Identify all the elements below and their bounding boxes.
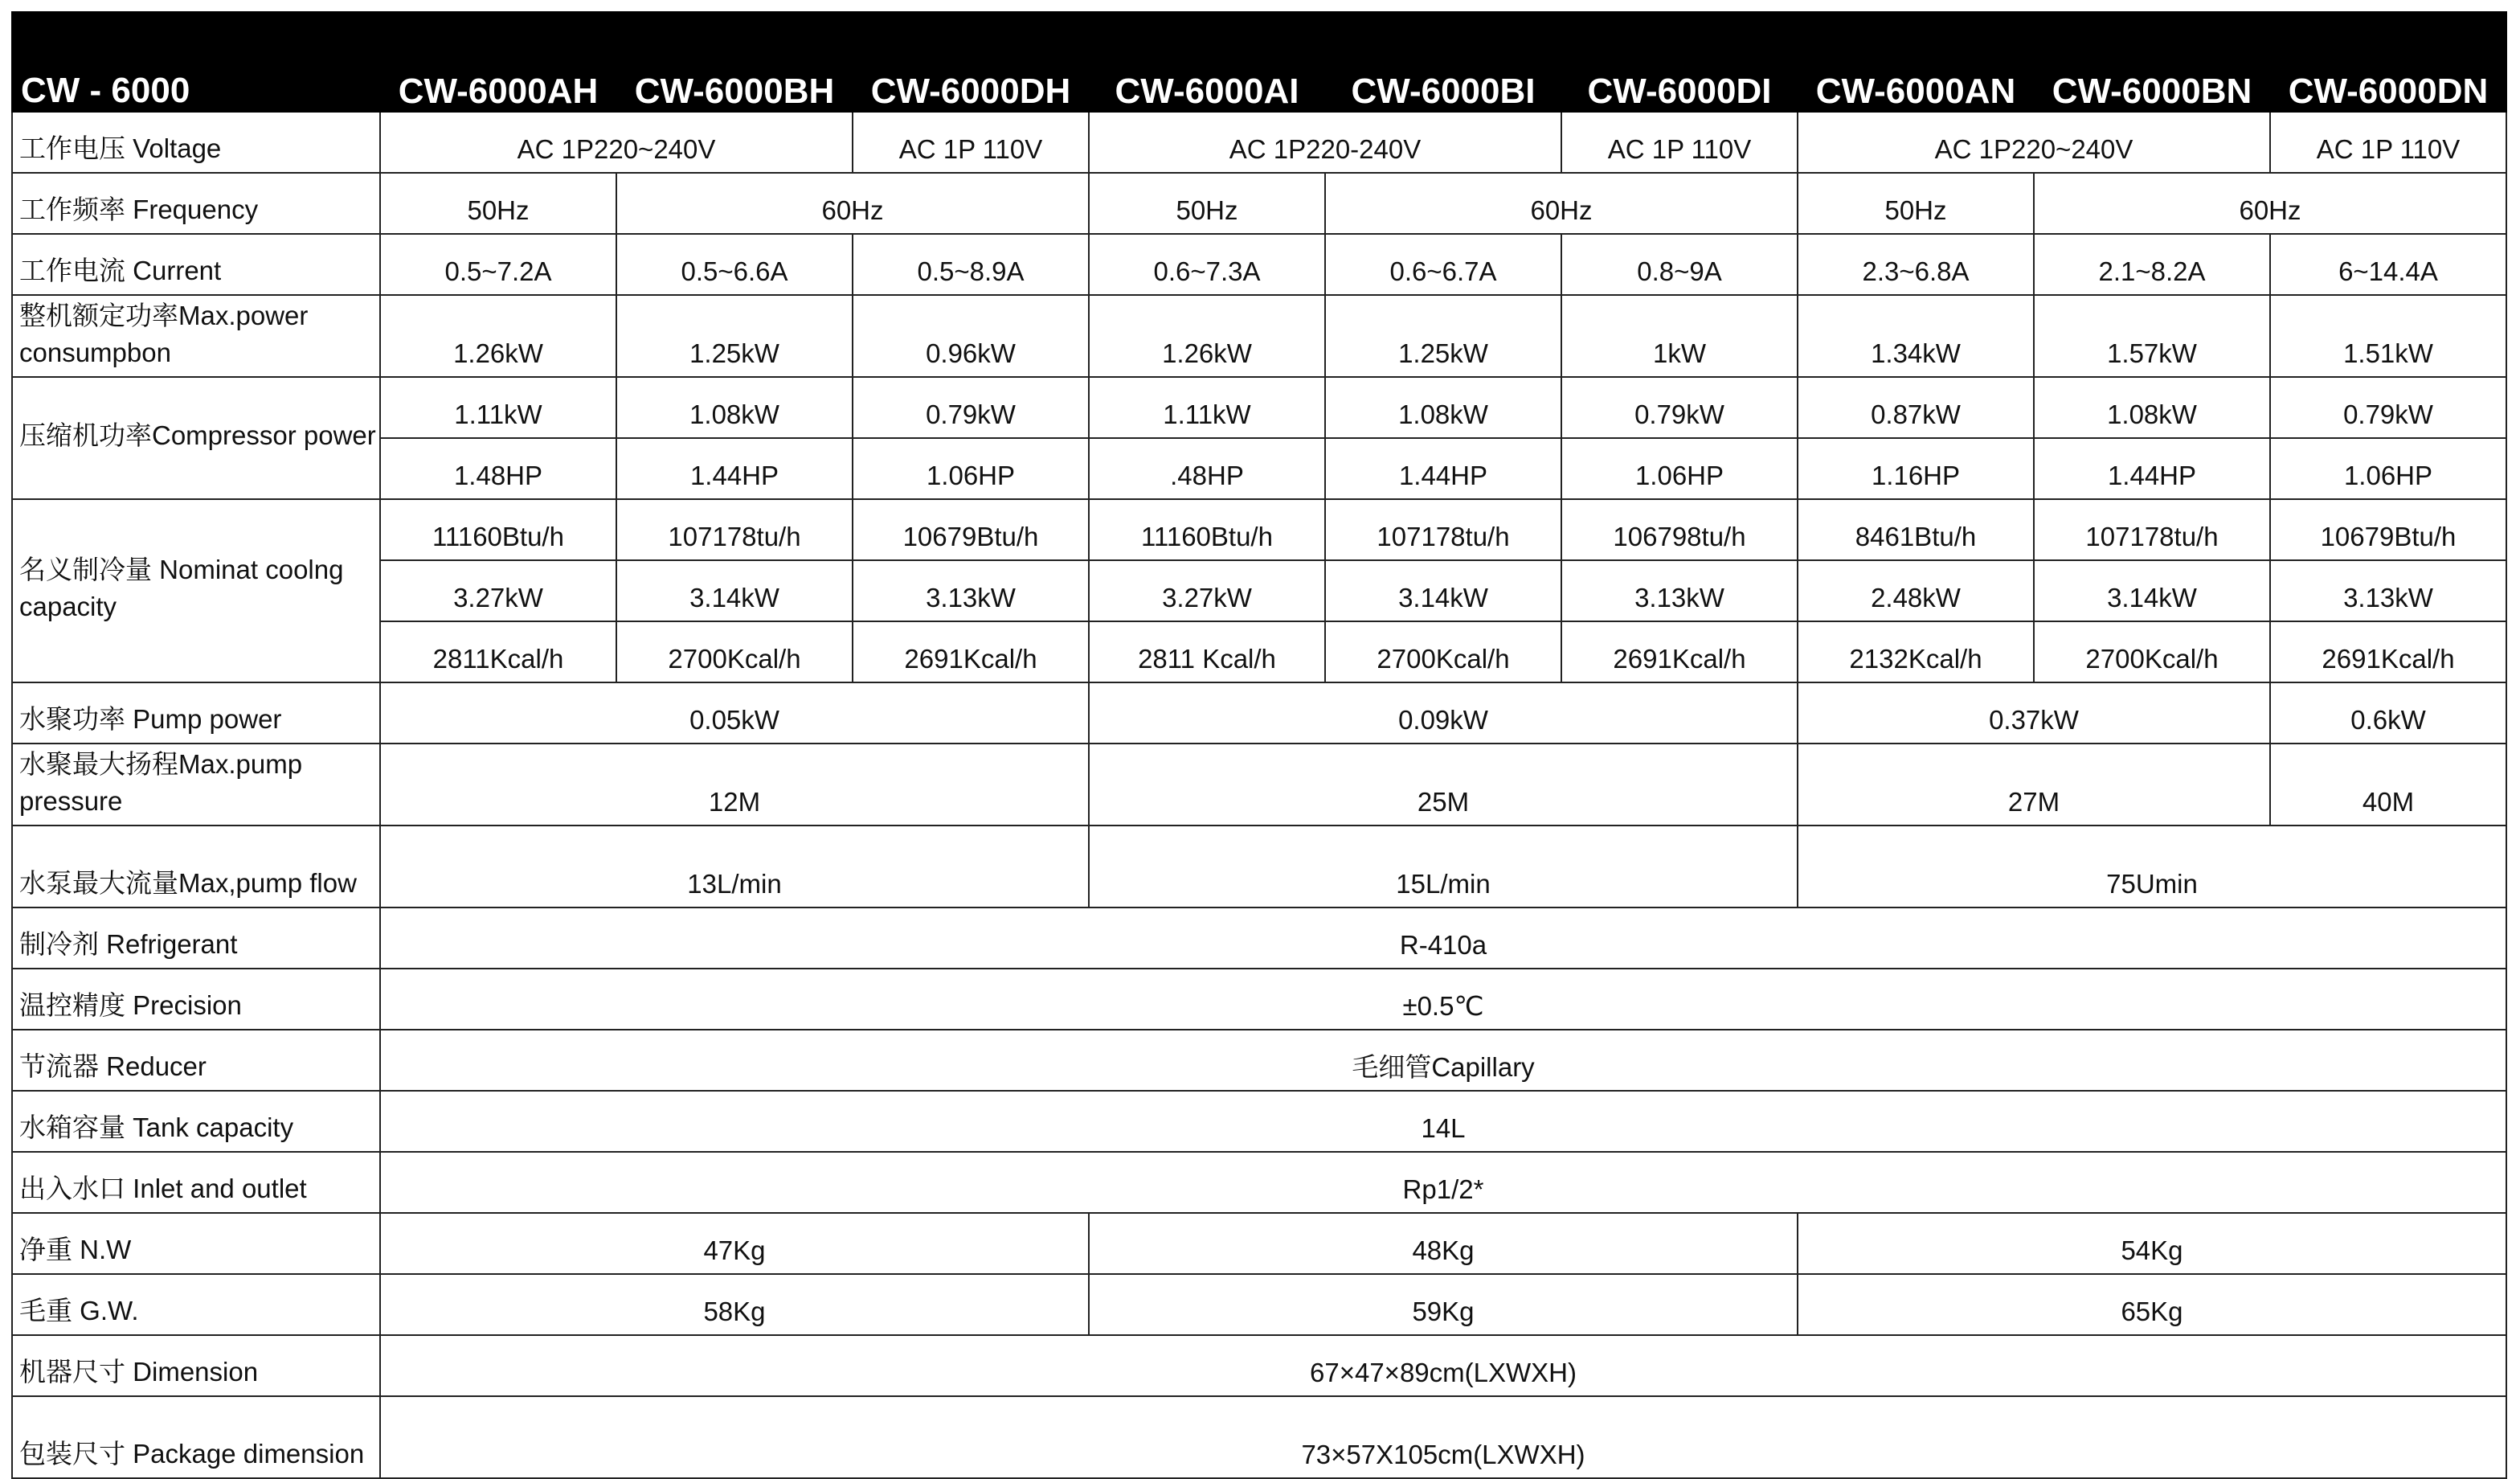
table-cell: 2700Kcal/h: [1325, 621, 1561, 682]
table-cell: 60Hz: [1325, 173, 1798, 234]
table-cell: 10679Btu/h: [2270, 499, 2506, 560]
model-header: CW-6000AH: [380, 12, 616, 112]
row-label: 压缩机功率Compressor power: [12, 377, 380, 499]
table-cell: 2700Kcal/h: [616, 621, 853, 682]
table-cell: 11160Btu/h: [380, 499, 616, 560]
row-label: 包装尺寸 Package dimension: [12, 1396, 380, 1478]
model-header: CW-6000DN: [2270, 12, 2506, 112]
table-cell: 0.09kW: [1089, 682, 1798, 744]
table-cell: R-410a: [380, 907, 2506, 969]
table-cell: 58Kg: [380, 1274, 1089, 1335]
table-cell: 1.26kW: [1089, 295, 1325, 377]
table-cell: 毛细管Capillary: [380, 1030, 2506, 1091]
cooling-btu-row: [12, 499, 2506, 560]
row-label: 名义制冷量 Nominat coolng capacity: [12, 499, 380, 682]
table-cell: 1.11kW: [380, 377, 616, 438]
table-cell: 3.14kW: [616, 560, 853, 621]
table-cell: 65Kg: [1798, 1274, 2506, 1335]
package-row: [12, 1396, 2506, 1478]
table-cell: 1.51kW: [2270, 295, 2506, 377]
table-cell: ±0.5℃: [380, 969, 2506, 1030]
table-cell: 1.06HP: [2270, 438, 2506, 499]
pump-power-row: [12, 682, 2506, 744]
row-label: 工作电压 Voltage: [12, 112, 380, 173]
table-cell: 40M: [2270, 744, 2506, 826]
row-label: 温控精度 Precision: [12, 969, 380, 1030]
table-cell: 2700Kcal/h: [2034, 621, 2270, 682]
pump-flow-row: [12, 826, 2506, 907]
net-weight-row: [12, 1213, 2506, 1274]
cooling-kw-row: [12, 560, 2506, 621]
table-cell: 50Hz: [380, 173, 616, 234]
table-cell: 2691Kcal/h: [2270, 621, 2506, 682]
table-cell: 0.6kW: [2270, 682, 2506, 744]
row-label: 水聚最大扬程Max.pump pressure: [12, 744, 380, 826]
table-cell: 0.05kW: [380, 682, 1089, 744]
compressor-kw-row: [12, 377, 2506, 438]
table-cell: 0.96kW: [853, 295, 1089, 377]
table-cell: 48Kg: [1089, 1213, 1798, 1274]
table-cell: 2.48kW: [1798, 560, 2034, 621]
table-cell: 67×47×89cm(LXWXH): [380, 1335, 2506, 1396]
table-cell: 107178tu/h: [2034, 499, 2270, 560]
table-cell: 60Hz: [616, 173, 1089, 234]
table-cell: Rp1/2*: [380, 1152, 2506, 1213]
table-cell: 47Kg: [380, 1213, 1089, 1274]
model-header: CW-6000AN: [1798, 12, 2034, 112]
row-label: 机器尺寸 Dimension: [12, 1335, 380, 1396]
tank-row: [12, 1091, 2506, 1152]
spec-sheet: [11, 11, 2507, 1479]
row-label: 制冷剂 Refrigerant: [12, 907, 380, 969]
table-cell: 0.79kW: [853, 377, 1089, 438]
table-cell: 1.06HP: [853, 438, 1089, 499]
table-cell: 3.13kW: [853, 560, 1089, 621]
table-cell: 3.27kW: [1089, 560, 1325, 621]
table-cell: 2132Kcal/h: [1798, 621, 2034, 682]
spec-table: [11, 11, 2507, 1479]
table-cell: AC 1P 110V: [1561, 112, 1798, 173]
table-cell: 1.44HP: [2034, 438, 2270, 499]
compressor-hp-row: [12, 438, 2506, 499]
table-cell: 1.44HP: [616, 438, 853, 499]
table-cell: 0.79kW: [2270, 377, 2506, 438]
table-cell: 3.14kW: [1325, 560, 1561, 621]
row-label: 工作电流 Current: [12, 234, 380, 295]
row-label: 节流器 Reducer: [12, 1030, 380, 1091]
table-cell: 1kW: [1561, 295, 1798, 377]
model-header: CW-6000DI: [1561, 12, 1798, 112]
pump-pressure-row: [12, 744, 2506, 826]
table-cell: .48HP: [1089, 438, 1325, 499]
table-cell: 1.08kW: [1325, 377, 1561, 438]
table-cell: 1.06HP: [1561, 438, 1798, 499]
row-label: 工作频率 Frequency: [12, 173, 380, 234]
table-cell: 75Umin: [1798, 826, 2506, 907]
table-cell: 54Kg: [1798, 1213, 2506, 1274]
precision-row: [12, 969, 2506, 1030]
table-cell: 2811 Kcal/h: [1089, 621, 1325, 682]
table-cell: 50Hz: [1798, 173, 2034, 234]
table-cell: 59Kg: [1089, 1274, 1798, 1335]
table-cell: 60Hz: [2034, 173, 2506, 234]
voltage-row: [12, 112, 2506, 173]
reducer-row: [12, 1030, 2506, 1091]
inlet-row: [12, 1152, 2506, 1213]
table-cell: 0.6~6.7A: [1325, 234, 1561, 295]
table-cell: AC 1P220~240V: [1798, 112, 2270, 173]
table-cell: 25M: [1089, 744, 1798, 826]
table-cell: 1.08kW: [616, 377, 853, 438]
table-cell: 10679Btu/h: [853, 499, 1089, 560]
table-cell: 3.13kW: [1561, 560, 1798, 621]
table-cell: 0.8~9A: [1561, 234, 1798, 295]
gross-weight-row: [12, 1274, 2506, 1335]
table-cell: 13L/min: [380, 826, 1089, 907]
table-cell: 1.11kW: [1089, 377, 1325, 438]
table-cell: 1.25kW: [1325, 295, 1561, 377]
table-cell: 1.34kW: [1798, 295, 2034, 377]
model-header: CW-6000DH: [853, 12, 1089, 112]
table-cell: AC 1P 110V: [2270, 112, 2506, 173]
max-power-row: [12, 295, 2506, 377]
dimension-row: [12, 1335, 2506, 1396]
table-cell: AC 1P 110V: [853, 112, 1089, 173]
table-cell: 50Hz: [1089, 173, 1325, 234]
table-cell: 1.08kW: [2034, 377, 2270, 438]
table-cell: 73×57X105cm(LXWXH): [380, 1396, 2506, 1478]
table-cell: 6~14.4A: [2270, 234, 2506, 295]
table-cell: 2691Kcal/h: [1561, 621, 1798, 682]
table-cell: 27M: [1798, 744, 2270, 826]
current-row: [12, 234, 2506, 295]
table-cell: 107178tu/h: [616, 499, 853, 560]
table-cell: 0.6~7.3A: [1089, 234, 1325, 295]
table-cell: 14L: [380, 1091, 2506, 1152]
series-title: CW - 6000: [12, 12, 380, 112]
table-cell: 1.26kW: [380, 295, 616, 377]
table-cell: 2.3~6.8A: [1798, 234, 2034, 295]
table-cell: 1.44HP: [1325, 438, 1561, 499]
table-cell: 15L/min: [1089, 826, 1798, 907]
table-cell: 2.1~8.2A: [2034, 234, 2270, 295]
table-cell: 107178tu/h: [1325, 499, 1561, 560]
frequency-row: [12, 173, 2506, 234]
header-row: [12, 12, 2506, 112]
row-label: 净重 N.W: [12, 1213, 380, 1274]
refrigerant-row: [12, 907, 2506, 969]
table-cell: 1.48HP: [380, 438, 616, 499]
row-label: 出入水口 Inlet and outlet: [12, 1152, 380, 1213]
model-header: CW-6000BI: [1325, 12, 1561, 112]
table-cell: 3.27kW: [380, 560, 616, 621]
row-label: 水聚功率 Pump power: [12, 682, 380, 744]
table-cell: 106798tu/h: [1561, 499, 1798, 560]
model-header: CW-6000AI: [1089, 12, 1325, 112]
model-header: CW-6000BH: [616, 12, 853, 112]
table-cell: 0.5~8.9A: [853, 234, 1089, 295]
table-cell: 0.87kW: [1798, 377, 2034, 438]
table-cell: 2691Kcal/h: [853, 621, 1089, 682]
table-cell: 8461Btu/h: [1798, 499, 2034, 560]
row-label: 水箱容量 Tank capacity: [12, 1091, 380, 1152]
table-cell: 11160Btu/h: [1089, 499, 1325, 560]
table-cell: AC 1P220~240V: [380, 112, 853, 173]
table-cell: 3.13kW: [2270, 560, 2506, 621]
table-cell: 12M: [380, 744, 1089, 826]
model-header: CW-6000BN: [2034, 12, 2270, 112]
table-cell: AC 1P220-240V: [1089, 112, 1561, 173]
table-cell: 0.37kW: [1798, 682, 2270, 744]
row-label: 整机额定功率Max.power consumpbon: [12, 295, 380, 377]
table-cell: 0.79kW: [1561, 377, 1798, 438]
cooling-kcal-row: [12, 621, 2506, 682]
table-cell: 1.16HP: [1798, 438, 2034, 499]
table-cell: 0.5~7.2A: [380, 234, 616, 295]
table-cell: 0.5~6.6A: [616, 234, 853, 295]
row-label: 水泵最大流量Max,pump flow: [12, 826, 380, 907]
table-cell: 1.25kW: [616, 295, 853, 377]
table-cell: 1.57kW: [2034, 295, 2270, 377]
row-label: 毛重 G.W.: [12, 1274, 380, 1335]
table-cell: 2811Kcal/h: [380, 621, 616, 682]
table-cell: 3.14kW: [2034, 560, 2270, 621]
